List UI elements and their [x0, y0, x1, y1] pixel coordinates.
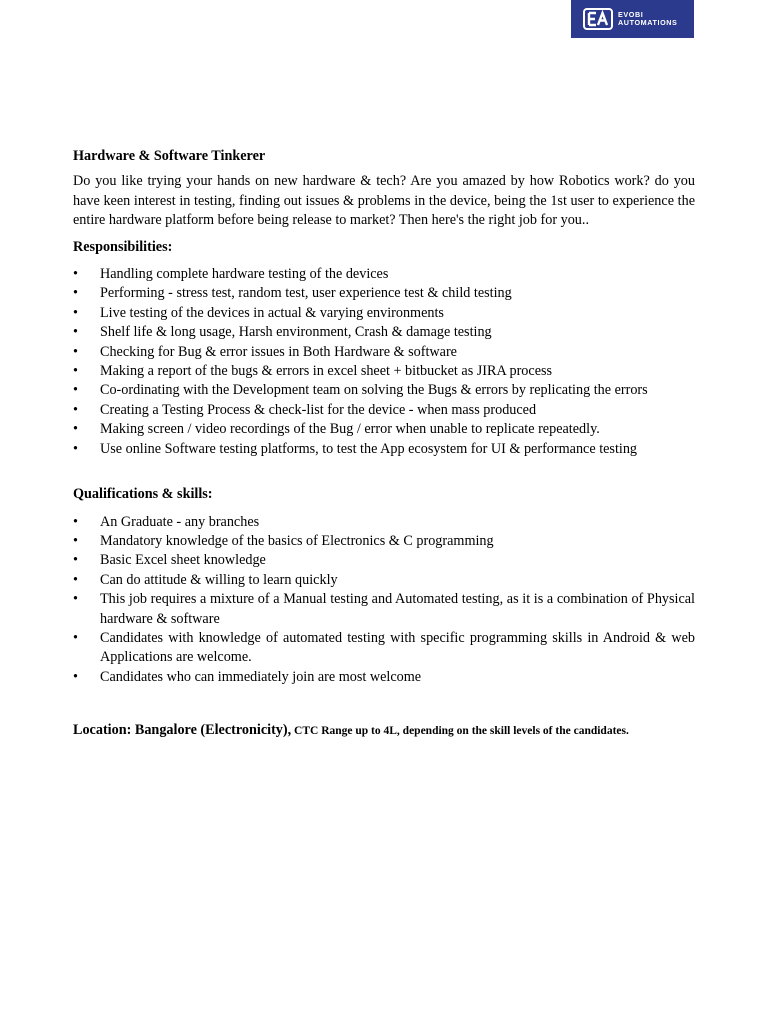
- list-item-text: Candidates who can immediately join are most welcome: [100, 668, 422, 685]
- job-description: [73, 147, 695, 739]
- bullet-icon: •: [73, 513, 78, 530]
- list-item-text: Creating a Testing Process & check-list for the device - when mass produced: [100, 401, 537, 418]
- list-item-text: Performing - stress test, random test, user experience test & child testing: [100, 285, 512, 302]
- list-item-text: Making a report of the bugs & errors in excel sheet + bitbucket as JIRA process: [100, 363, 553, 380]
- list-item: [73, 551, 695, 570]
- bullet-icon: •: [73, 421, 78, 438]
- list-item: [73, 362, 695, 381]
- responsibilities-list: [73, 265, 695, 459]
- list-item: [73, 304, 695, 323]
- job-title: Hardware & Software Tinkerer: [73, 148, 266, 164]
- bullet-icon: •: [73, 591, 78, 608]
- list-item: [73, 323, 695, 342]
- list-item: [73, 381, 695, 400]
- list-item: [73, 265, 695, 284]
- job-intro: Do you like trying your hands on new hardware & tech? Are you amazed by how Robotics work? do you have keen interest in testing, finding out issues & problems in the device, being the 1st user to experience the entire hardware platform before being release to market? Then here's the right job for you..: [73, 173, 695, 229]
- logo-line-1: EVOBI: [618, 10, 644, 19]
- bullet-icon: •: [73, 324, 78, 341]
- list-item: [73, 532, 695, 551]
- bullet-icon: •: [73, 401, 78, 418]
- logo-wordmark: [618, 11, 677, 27]
- bullet-icon: •: [73, 382, 78, 399]
- bullet-icon: •: [73, 571, 78, 588]
- qualifications-list: [73, 513, 695, 688]
- list-item-text: Use online Software testing platforms, to test the App ecosystem for UI & performance testing: [100, 440, 638, 457]
- list-item-text: This job requires a mixture of a Manual testing and Automated testing, as it is a combination of Physical hardware & software: [100, 591, 695, 627]
- list-item-text: Mandatory knowledge of the basics of Electronics & C programming: [100, 532, 494, 549]
- list-item: [73, 343, 695, 362]
- bullet-icon: •: [73, 285, 78, 302]
- bullet-icon: •: [73, 532, 78, 549]
- bullet-icon: •: [73, 629, 78, 646]
- logo-line-2: AUTOMATIONS: [618, 18, 678, 27]
- bullet-icon: •: [73, 266, 78, 283]
- list-item-text: Shelf life & long usage, Harsh environment, Crash & damage testing: [100, 324, 492, 341]
- list-item-text: Checking for Bug & error issues in Both Hardware & software: [100, 343, 457, 360]
- list-item-text: Candidates with knowledge of automated testing with specific programming skills in Android & web Applications are welcome.: [100, 629, 695, 666]
- location-ctc: [73, 723, 695, 739]
- list-item-text: Co-ordinating with the Development team on solving the Bugs & errors by replicating the errors: [100, 382, 648, 399]
- qualifications-heading: Qualifications & skills:: [73, 486, 213, 503]
- list-item: [73, 284, 695, 303]
- company-logo: [571, 0, 694, 38]
- responsibilities-heading: Responsibilities:: [73, 238, 173, 255]
- list-item-text: Basic Excel sheet knowledge: [100, 552, 266, 569]
- ea-logo-icon: [583, 8, 613, 30]
- list-item: [73, 571, 695, 590]
- bullet-icon: •: [73, 440, 78, 457]
- bullet-icon: •: [73, 552, 78, 569]
- bullet-icon: •: [73, 668, 78, 685]
- location-text: Location: Bangalore (Electronicity),: [73, 722, 292, 739]
- bullet-icon: •: [73, 363, 78, 380]
- list-item: [73, 401, 695, 420]
- list-item: [73, 513, 695, 532]
- list-item-text: Can do attitude & willing to learn quickly: [100, 571, 338, 588]
- list-item-text: Live testing of the devices in actual & varying environments: [100, 304, 444, 321]
- list-item: [73, 420, 695, 439]
- ctc-text: CTC Range up to 4L, depending on the skill levels of the candidates.: [291, 725, 629, 738]
- bullet-icon: •: [73, 304, 78, 321]
- list-item-text: An Graduate - any branches: [100, 513, 260, 530]
- bullet-icon: •: [73, 343, 78, 360]
- list-item: [73, 590, 695, 629]
- list-item: [73, 668, 695, 687]
- list-item: [73, 440, 695, 459]
- list-item-text: Making screen / video recordings of the Bug / error when unable to replicate repeatedly.: [100, 421, 600, 438]
- list-item-text: Handling complete hardware testing of the devices: [100, 266, 389, 283]
- list-item: [73, 629, 695, 668]
